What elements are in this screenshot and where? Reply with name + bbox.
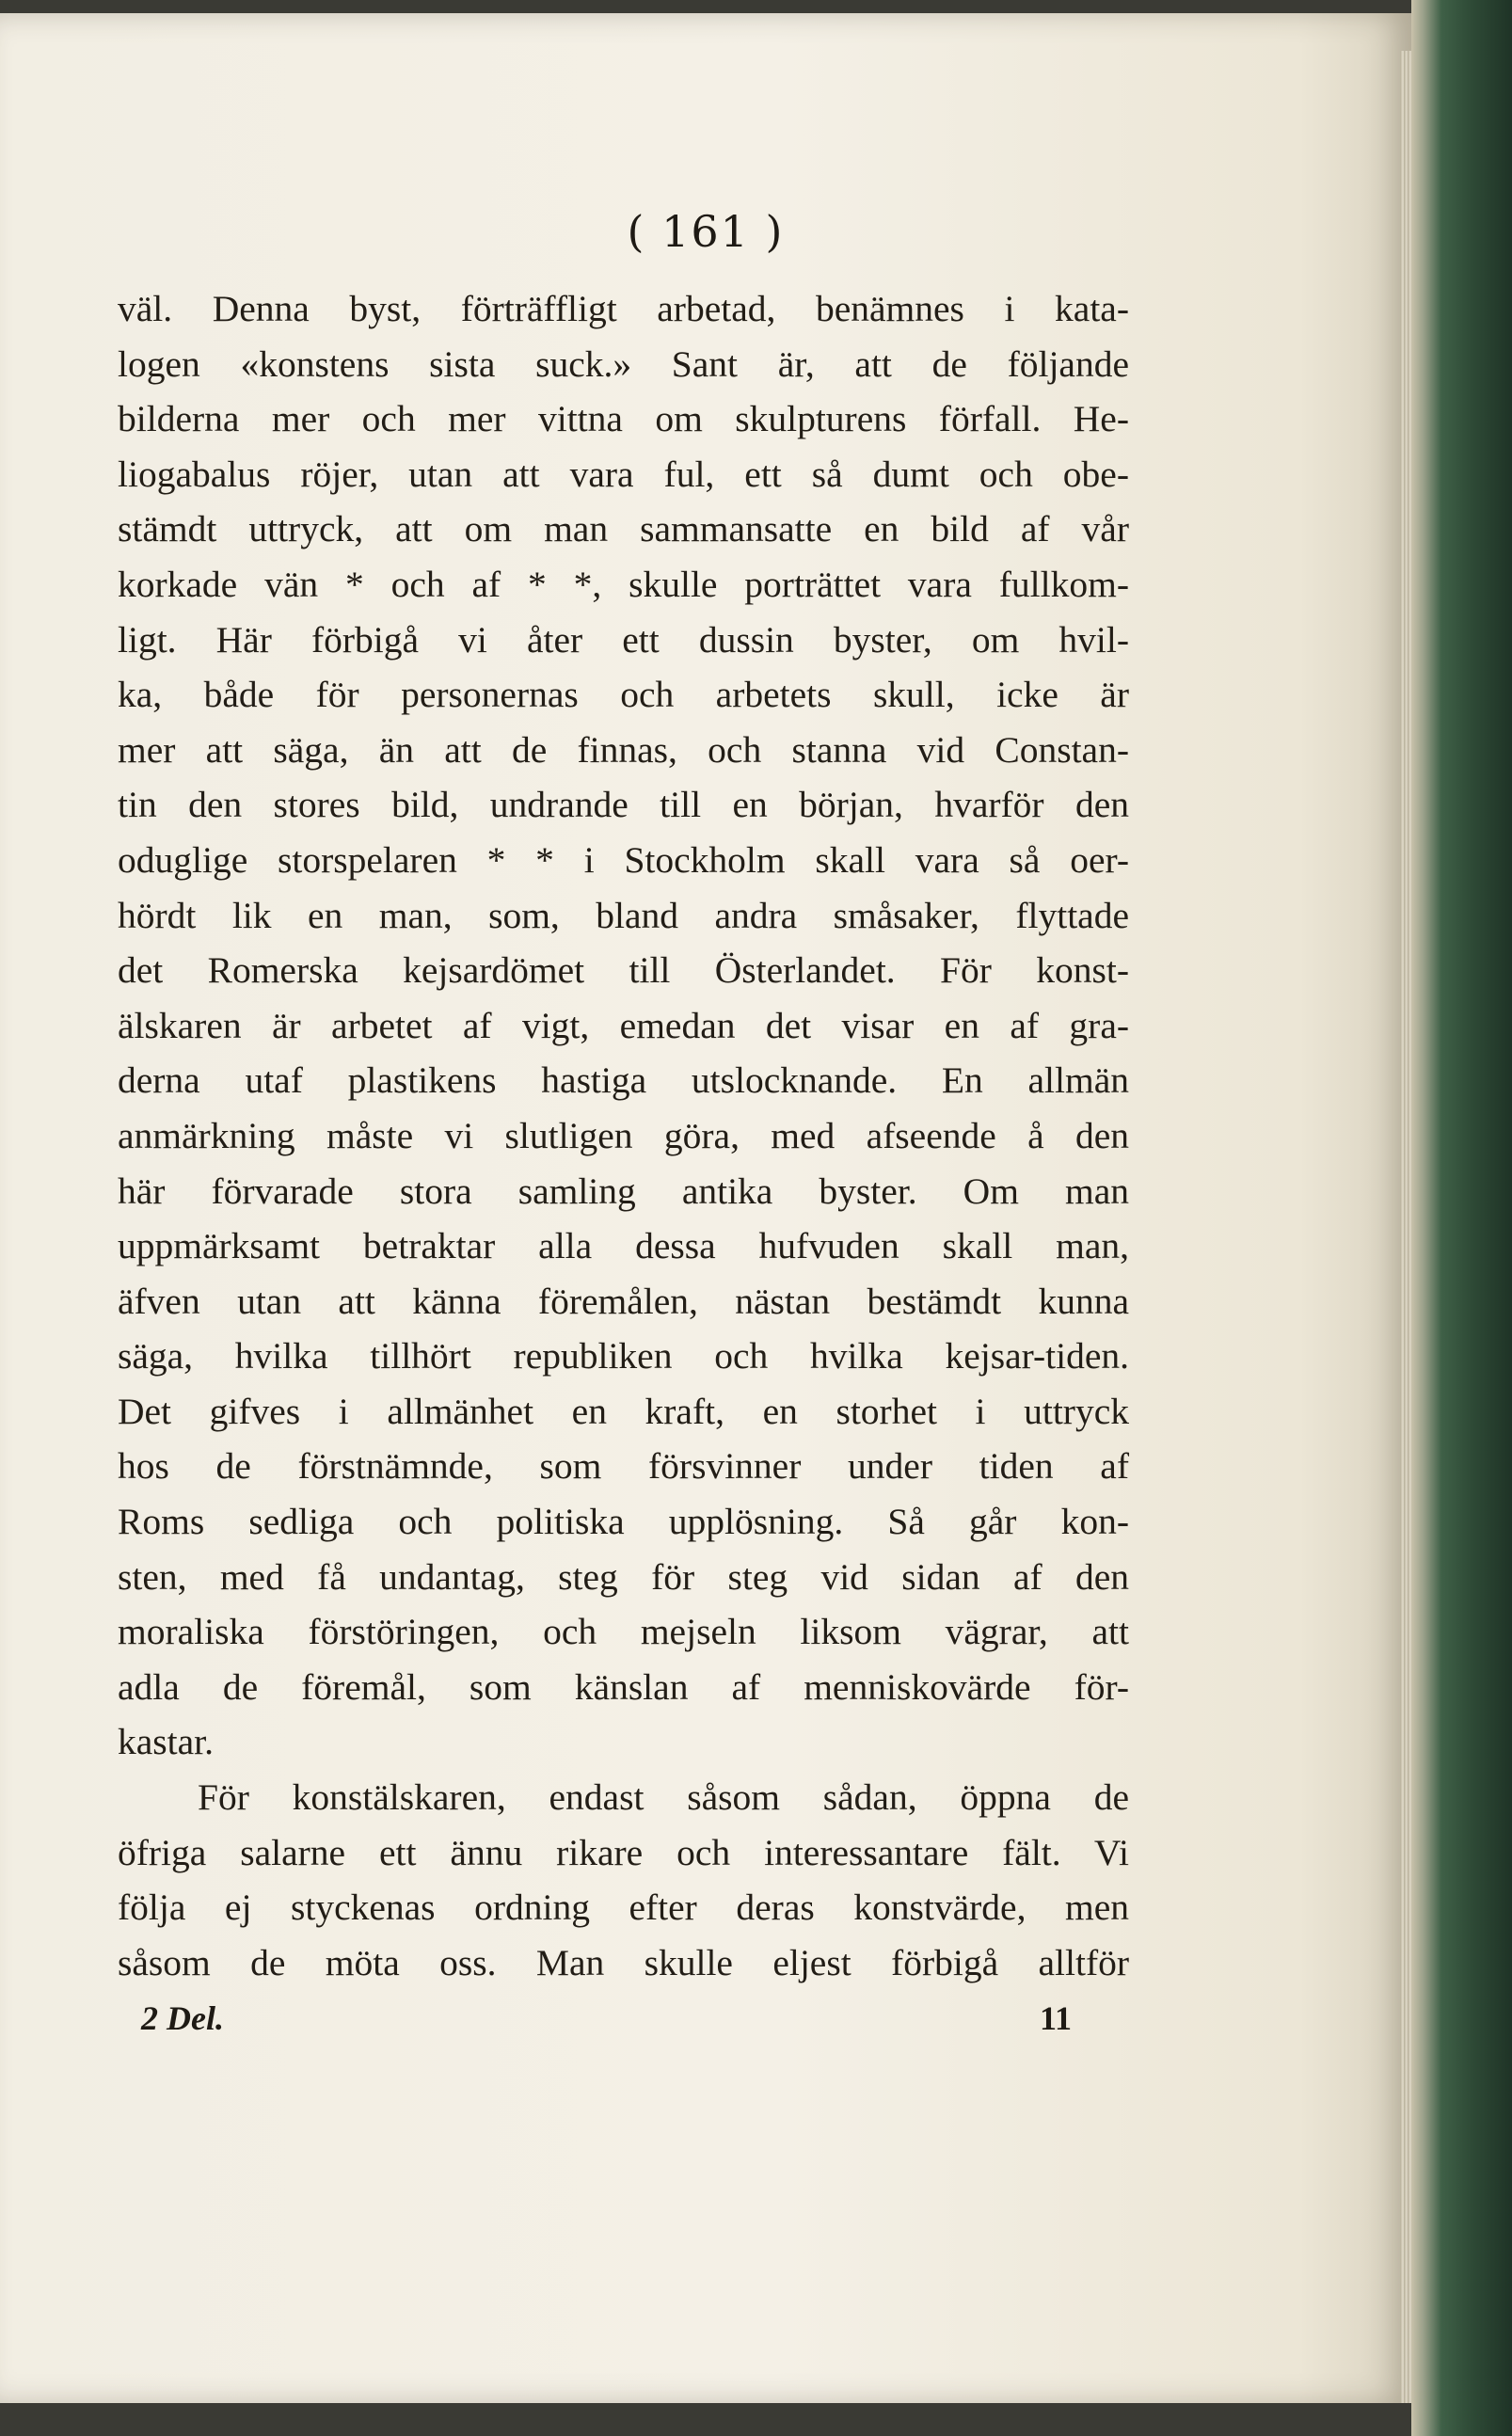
text-line: älskaren är arbetet af vigt, emedan det visar en af gra- [118,1004,1129,1046]
text-line: derna utaf plastikens hastiga utslocknande. En allmän [118,1059,1129,1102]
text-line: bilderna mer och mer vittna om skulpturens förfall. He- [118,398,1129,440]
text-line: mer att säga, än att de finnas, och stanna vid Constan- [118,728,1129,771]
text-line: ligt. Här förbigå vi åter ett dussin byster, om hvil- [118,618,1129,661]
text-line: sten, med få undantag, steg för steg vid sidan af den [118,1555,1129,1598]
text-line: det Romerska kejsardömet till Österlandet. För konst- [118,949,1129,992]
text-line: säga, hvilka tillhört republiken och hvilka kejsar-tiden. [118,1335,1129,1377]
text-line: oduglige storspelaren * * i Stockholm skall vara så oer- [118,838,1129,881]
page-number-header: ( 161 ) [627,206,785,257]
text-line: adla de föremål, som känslan af menniskovärde för- [118,1665,1129,1708]
text-line: äfven utan att känna föremålen, nästan bestämdt kunna [118,1280,1129,1322]
book-page [0,13,1411,2403]
text-line: hos de förstnämnde, som försvinner under tiden af [118,1445,1129,1488]
text-line: Roms sedliga och politiska upplösning. Så går kon- [118,1501,1129,1543]
text-line: uppmärksamt betraktar alla dessa hufvuden skall man, [118,1225,1129,1267]
sheet-number: 11 [1040,1999,1073,2037]
text-line: kastar. [118,1721,215,1763]
text-line: Det gifves i allmänhet en kraft, en storhet i uttryck [118,1390,1129,1432]
text-line: ka, både för personernas och arbetets skull, icke är [118,674,1129,716]
text-line: logen «konstens sista suck.» Sant är, att de följande [118,342,1129,385]
signature-mark: 2 Del. [141,1999,224,2037]
text-line: liogabalus röjer, utan att vara ful, ett så dumt och obe- [118,453,1129,495]
text-line: öfriga salarne ett ännu rikare och interessantare fält. Vi [118,1831,1129,1873]
text-line: moraliska förstöringen, och mejseln liksom vägrar, att [118,1611,1129,1653]
text-line: här förvarade stora samling antika byster. Om man [118,1170,1129,1212]
book-binding [1411,0,1512,2436]
text-line: tin den stores bild, undrande till en början, hvarför den [118,784,1129,826]
text-line: korkade vän * och af * *, skulle porträttet vara fullkom- [118,563,1129,605]
text-line: hördt lik en man, som, bland andra småsaker, flyttade [118,894,1129,936]
body-text [118,281,1129,1990]
text-line: väl. Denna byst, förträffligt arbetad, benämnes i kata- [118,288,1129,329]
text-line: anmärkning måste vi slutligen göra, med afseende å den [118,1114,1129,1156]
text-line: För konstälskaren, endast såsom sådan, öppna de [198,1776,1129,1819]
page-footer [141,1998,1082,2038]
text-line: såsom de möta oss. Man skulle eljest förbigå alltför [118,1941,1129,1983]
text-line: följa ej styckenas ordning efter deras konstvärde, men [118,1887,1129,1929]
text-line: stämdt uttryck, att om man sammansatte en bild af vår [118,508,1129,550]
